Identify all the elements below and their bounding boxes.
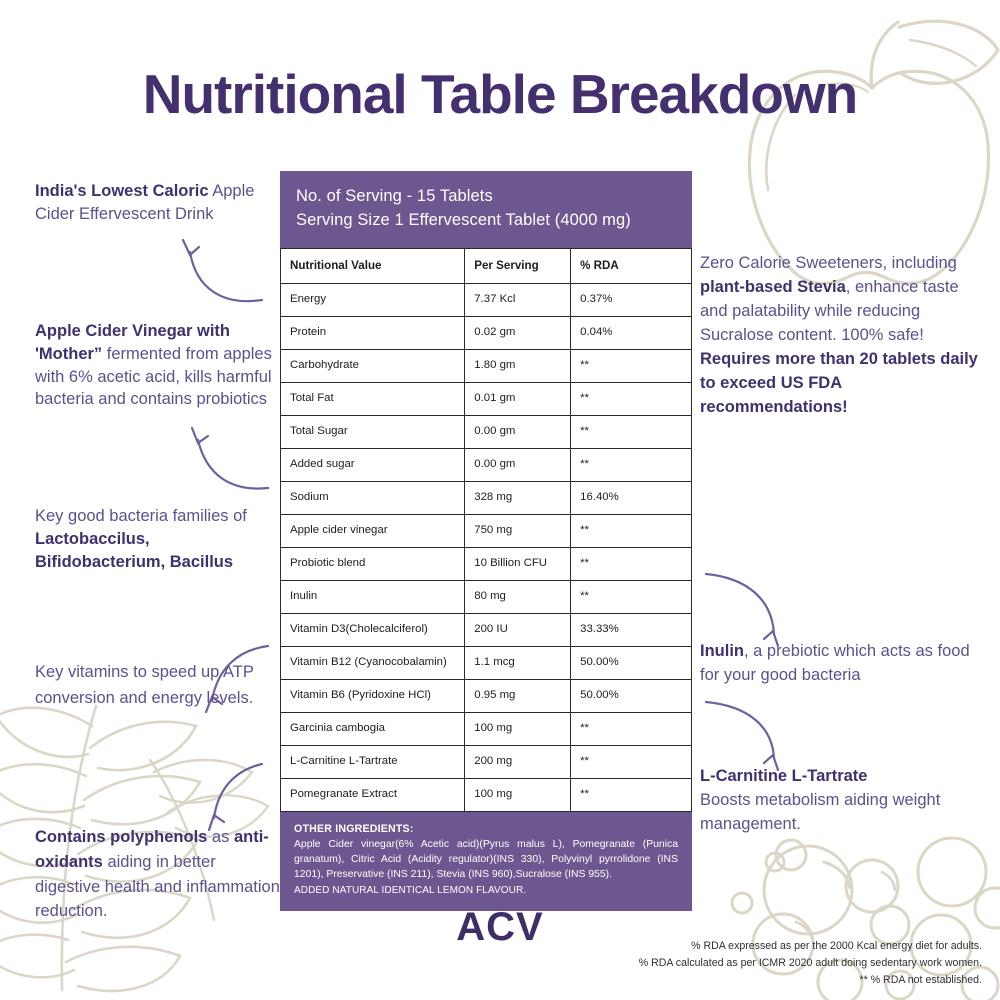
note-bold: plant-based Stevia [700, 277, 846, 296]
table-row [281, 646, 692, 679]
rda-value: ** [571, 448, 692, 481]
note-lead: Key good bacteria families of [35, 507, 247, 525]
note-lead: Key vitamins to speed up ATP conversion and energy levels. [35, 663, 254, 707]
nutrient-name: L-Carnitine L-Tartrate [281, 745, 465, 778]
table-row [281, 712, 692, 745]
per-serving-value: 0.95 mg [465, 679, 571, 712]
note-l-carnitine [700, 765, 985, 837]
note-lead: Zero Calorie Sweeteners, including [700, 254, 957, 272]
column-header: Per Serving [465, 248, 571, 283]
rda-value: 16.40% [571, 481, 692, 514]
table-row [281, 481, 692, 514]
footnote-line: ** % RDA not established. [859, 974, 982, 987]
added-flavour-text: ADDED NATURAL IDENTICAL LEMON FLAVOUR. [294, 885, 527, 897]
footnote-line: % RDA expressed as per the 2000 Kcal energy diet for adults. [691, 940, 982, 952]
rda-value: ** [571, 580, 692, 613]
per-serving-value: 80 mg [465, 580, 571, 613]
per-serving-value: 328 mg [465, 481, 571, 514]
table-row [281, 382, 692, 415]
rda-value: ** [571, 547, 692, 580]
note-lowest-caloric [35, 180, 275, 226]
note-mid: as [207, 828, 234, 846]
per-serving-value: 200 mg [465, 745, 571, 778]
rda-value: ** [571, 745, 692, 778]
nutrient-name: Garcinia cambogia [281, 712, 465, 745]
per-serving-value: 1.1 mcg [465, 646, 571, 679]
table-row [281, 745, 692, 778]
note-rest: Boosts metabolism aiding weight management. [700, 790, 941, 833]
nutrient-name: Vitamin B12 (Cyanocobalamin) [281, 646, 465, 679]
table-row [281, 349, 692, 382]
nutrient-name: Total Sugar [281, 415, 465, 448]
per-serving-value: 100 mg [465, 712, 571, 745]
nutrient-name: Carbohydrate [281, 349, 465, 382]
arrow-down-left-4 [209, 764, 262, 830]
other-ingredients-panel [280, 812, 692, 912]
table-row [281, 778, 692, 811]
rda-value: ** [571, 712, 692, 745]
footnotes [562, 938, 982, 989]
per-serving-value: 1.80 gm [465, 349, 571, 382]
per-serving-value: 200 IU [465, 613, 571, 646]
note-good-bacteria [35, 505, 280, 573]
rda-value: ** [571, 382, 692, 415]
table-row [281, 613, 692, 646]
nutrient-name: Energy [281, 283, 465, 316]
nutrient-name: Added sugar [281, 448, 465, 481]
note-inulin [700, 640, 985, 688]
note-rest: , a prebiotic which acts as food for your good bacteria [700, 642, 970, 684]
rda-value: 0.04% [571, 316, 692, 349]
column-header: Nutritional Value [281, 248, 465, 283]
per-serving-value: 0.00 gm [465, 448, 571, 481]
per-serving-value: 0.00 gm [465, 415, 571, 448]
column-header: % RDA [571, 248, 692, 283]
per-serving-value: 7.37 Kcl [465, 283, 571, 316]
per-serving-value: 0.01 gm [465, 382, 571, 415]
other-ingredients-title: OTHER INGREDIENTS: [294, 822, 414, 835]
note-rest: fermented from apples with 6% acetic acid, kills harmful bacteria and contains probiotics [35, 344, 272, 409]
note-bold: Lactobaccilus, Bifidobacterium, Bacillus [35, 529, 234, 571]
note-rest: Apple Cider Effervescent Drink [35, 182, 255, 223]
table-row [281, 283, 692, 316]
footnote-line: % RDA calculated as per ICMR 2020 adult doing sedentary work women. [638, 957, 982, 970]
note-mid: , enhance taste and palatability while reducing Sucralose content. 100% safe! [700, 277, 959, 344]
nutrient-name: Vitamin D3(Cholecalciferol) [281, 613, 465, 646]
note-bold: Contains polyphenols [35, 828, 208, 846]
nutrient-name: Inulin [281, 580, 465, 613]
note-sweeteners [700, 252, 980, 419]
note-key-vitamins [35, 660, 285, 711]
rda-value: ** [571, 514, 692, 547]
arrow-up-left-2 [192, 428, 268, 489]
nutrient-name: Vitamin B6 (Pyridoxine HCl) [281, 679, 465, 712]
table-row [281, 448, 692, 481]
serving-header [280, 171, 692, 248]
nutrient-name: Protein [281, 316, 465, 349]
brand-logo: ACV [456, 905, 544, 949]
nutrition-table [280, 248, 692, 812]
nutrient-name: Total Fat [281, 382, 465, 415]
note-bold-2: Requires more than 20 tablets daily to exceed US FDA recommendations! [700, 349, 978, 416]
note-acv-mother [35, 320, 278, 411]
rda-value: 33.33% [571, 613, 692, 646]
rda-value: ** [571, 778, 692, 811]
nutrient-name: Pomegranate Extract [281, 778, 465, 811]
serving-count: No. of Serving - 15 Tablets [296, 187, 493, 205]
table-row [281, 316, 692, 349]
serving-size: Serving Size 1 Effervescent Tablet (4000 mg) [296, 210, 631, 229]
rda-value: ** [571, 349, 692, 382]
rda-value: ** [571, 415, 692, 448]
other-ingredients-body: Apple Cider vinegar(6% Acetic acid)(Pyrus malus L), Pomegranate (Punica granatum), Citric Acid (Acidity regulator)(INS 330), Polyvinyl pyrrolidone (INS 1201), Preservative (INS 211), Stevia (INS 960),Sucralose (INS 955). [294, 838, 678, 881]
table-row [281, 415, 692, 448]
nutrient-name: Probiotic blend [281, 547, 465, 580]
per-serving-value: 10 Billion CFU [465, 547, 571, 580]
per-serving-value: 100 mg [465, 778, 571, 811]
apple-outline-icon [749, 21, 998, 283]
note-bold: Apple Cider Vinegar with 'Mother” [35, 322, 230, 363]
rda-value: 0.37% [571, 283, 692, 316]
arrow-down-right-1 [706, 574, 778, 646]
per-serving-value: 750 mg [465, 514, 571, 547]
table-row [281, 547, 692, 580]
table-row [281, 514, 692, 547]
note-rest: aiding in better digestive health and inflammation reduction. [35, 852, 280, 921]
rda-value: 50.00% [571, 679, 692, 712]
table-row [281, 580, 692, 613]
note-bold: Inulin [700, 642, 744, 660]
nutrition-table-panel [280, 171, 692, 911]
note-bold: India's Lowest Caloric [35, 182, 209, 200]
arrow-up-left-1 [183, 240, 262, 301]
table-row [281, 679, 692, 712]
nutrient-name: Sodium [281, 481, 465, 514]
note-bold-2: anti-oxidants [35, 828, 269, 871]
arrow-down-right-2 [706, 702, 778, 770]
page-title: Nutritional Table Breakdown [142, 63, 858, 125]
per-serving-value: 0.02 gm [465, 316, 571, 349]
note-bold: L-Carnitine L-Tartrate [700, 767, 868, 785]
rda-value: 50.00% [571, 646, 692, 679]
table-header-row [281, 248, 692, 283]
nutrient-name: Apple cider vinegar [281, 514, 465, 547]
